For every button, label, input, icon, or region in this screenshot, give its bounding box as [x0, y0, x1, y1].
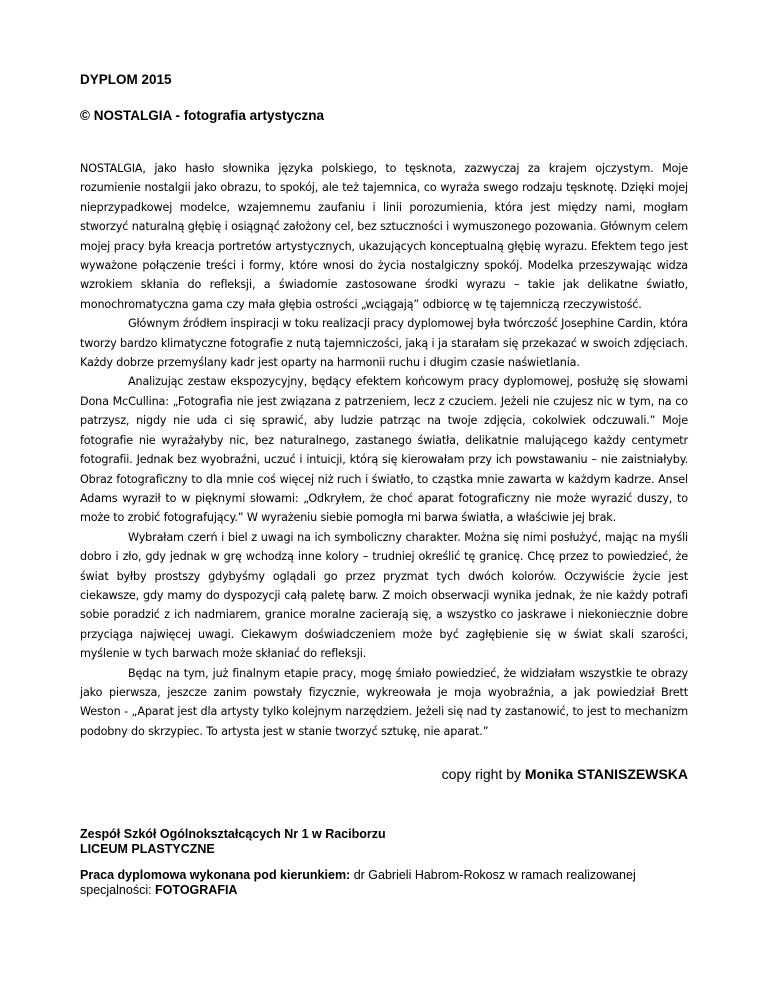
- copyright-prefix: copy right by: [441, 766, 525, 782]
- copyright-line: [442, 766, 688, 782]
- supervision-text: dr Gabrieli Habrom-Rokosz w ramach realizowanej specjalności:: [80, 868, 636, 897]
- paragraph-2: Głównym źródłem inspiracji w toku realizacji pracy dyplomowej była twórczość Josephine Cardin, która tworzy bardzo klimatyczne fotografie z nutą tajemniczości, jaką i ja starałam się przekazać w swoich zdjęciach. Każdy dobrze przemyślany kadr jest oparty na harmonii ruchu i długim czasie naświetlania.: [80, 317, 688, 370]
- document-subtitle: © NOSTALGIA - fotografia artystyczna: [80, 108, 324, 123]
- body-text: [80, 159, 688, 741]
- paragraph-1: NOSTALGIA, jako hasło słownika języka polskiego, to tęsknota, zazwyczaj za krajem ojczystym. Moje rozumienie nostalgii jako obrazu, to spokój, ale też tajemnica, co wyraża swego rodzaju tęsknotę. Dzięki mojej nieprzypadkowej modelce, wzajemnemu zaufaniu i linii porozumienia, która jest między nami, mogłam stworzyć naturalną głębię i osiągnąć założony cel, bez sztuczności i wymuszonego pozowania. Głównym celem mojej pracy była kreacja portretów artystycznych, ukazujących konceptualną głębię wyrazu. Efektem tego jest wyważone połączenie treści i formy, które wnosi do życia nostalgiczny spokój. Modelka przeszywając widza wzrokiem skłania do refleksji, a świadomie zastosowane środki wyrazu – takie jak delikatne światło, monochromatyczna gama czy mała głębia ostrości „wciągają” odbiorcę w tę tajemniczą rzeczywistość.: [80, 162, 688, 311]
- school-name: Zespół Szkół Ogólnokształcących Nr 1 w Raciborzu: [80, 827, 386, 841]
- paragraph-4: Wybrałam czerń i biel z uwagi na ich symboliczny charakter. Można się nimi posłużyć, mając na myśli dobro i zło, gdy jednak w grę wchodzą inne kolory – trudniej określić tę granicę. Chcę przez to powiedzieć, że świat byłby prostszy gdybyśmy oglądali go przez pryzmat tych dwóch kolorów. Oczywiście życie jest ciekawsze, gdy mamy do dyspozycji całą paletę barw. Z moich obserwacji wynika jednak, że nie każdy potrafi sobie poradzić z ich nadmiarem, granice moralne zacierają się, a wszystko co jaskrawe i niekoniecznie dobre przyciąga najwięcej uwagi. Ciekawym doświadczeniem może być zagłębienie się w świat skali szarości, myślenie w tych barwach może skłaniać do refleksji.: [80, 530, 688, 661]
- school-info: [80, 827, 386, 857]
- school-division: LICEUM PLASTYCZNE: [80, 842, 215, 856]
- paragraph-3: Analizując zestaw ekspozycyjny, będący efektem końcowym pracy dyplomowej, posłużę się słowami Dona McCullina: „Fotografia nie jest związana z patrzeniem, lecz z czuciem. Jeżeli nie czujesz nic w tym, na co patrzysz, nigdy nie uda ci się sprawić, aby ludzie patrząc na twoje zdjęcia, cokolwiek odczuwali.” Moje fotografie nie wyrażałyby nic, bez naturalnego, zastanego światła, delikatnie malującego każdy centymetr fotografii. Jednak bez wyobraźni, uczuć i intuicji, którą się kierowałam przy ich powstawaniu – nie zaistniałyby. Obraz fotograficzny to dla mnie coś więcej niż ruch i światło, to cząstka mnie zawarta w każdym kadrze. Ansel Adams wyraził to w pięknymi słowami: „Odkryłem, że choć aparat fotograficzny nie może wyrazić duszy, to może to zrobić fotografujący.” W wyrażeniu siebie pomogła mi barwa światła, a właściwie jej brak.: [80, 375, 688, 525]
- supervision-info: [80, 868, 688, 898]
- paragraph-5: Będąc na tym, już finalnym etapie pracy, mogę śmiało powiedzieć, że widziałam wszystkie te obrazy jako pierwsza, jeszcze zanim powstały fizycznie, wykreowała je moja wyobraźnia, a jak powiedział Brett Weston - „Aparat jest dla artysty tylko kolejnym narzędziem. Jeżeli się nad ty zastanowić, to jest to mechanizm podobny do skrzypiec. To artysta jest w stanie tworzyć sztukę, nie aparat.”: [80, 666, 688, 738]
- supervision-label: Praca dyplomowa wykonana pod kierunkiem:: [80, 868, 351, 882]
- copyright-author: Monika STANISZEWSKA: [524, 766, 688, 782]
- supervision-specialty: FOTOGRAFIA: [155, 883, 238, 897]
- document-title: DYPLOM 2015: [80, 72, 172, 87]
